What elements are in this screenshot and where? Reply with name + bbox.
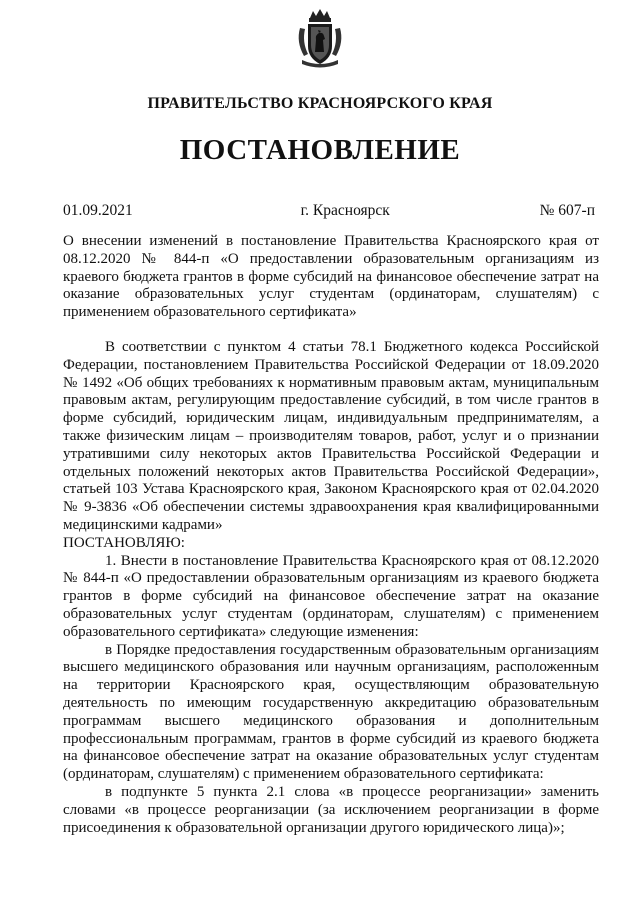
- item-1-b-paragraph: в подпункте 5 пункта 2.1 слова «в процессе реорганизации» заменить словами «в процессе реорганизации (за исключением реорганизации в форме присоединения к образовательной организации другого юридического лица)»;: [63, 783, 599, 836]
- document-subject: О внесении изменений в постановление Правительства Красноярского края от 08.12.2020 № 844-п «О предоставлении образовательным организациям из краевого бюджета грантов в форме субсидий на финансовое обеспечение затрат на оказание образовательных услуг студентам (ординаторам, слушателям) с применением образовательного сертификата»: [63, 233, 599, 321]
- document-city: г. Красноярск: [300, 202, 390, 219]
- item-1-a-paragraph: в Порядке предоставления государственным образовательным организациям высшего медицинского образования или научным организациям, расположенным на территории Красноярского края, осуществляющим образовательную деятельность по имеющим государственную аккредитацию образовательным программам высшего медицинского образования и дополнительным профессиональным программам, грантов в форме субсидий из краевого бюджета на финансовое обеспечение затрат на оказание образовательных услуг студентам (ординаторам, слушателям) с применением образовательного сертификата:: [63, 641, 599, 783]
- coat-of-arms-icon: [296, 8, 344, 70]
- preamble-paragraph: В соответствии с пунктом 4 статьи 78.1 Бюджетного кодекса Российской Федерации, постановлением Правительства Российской Федерации от 18.09.2020 № 1492 «Об общих требованиях к нормативным правовым актам, муниципальным правовым актам, регулирующим предоставление субсидий, в том числе грантов в форме субсидий, юридическим лицам, индивидуальным предпринимателям, а также физическим лицам – производителям товаров, работ, услуг и о признании утратившими силу некоторых актов Правительства Российской Федерации и отдельных положений некоторых актов Правительства Российской Федерации», статьей 103 Устава Красноярского края, Законом Красноярского края от 02.04.2020 № 9-3836 «Об обеспечении системы здравоохранения края квалифицированными медицинскими кадрами»: [63, 339, 599, 533]
- document-number: № 607-п: [539, 202, 595, 219]
- decree-word: ПОСТАНОВЛЯЮ:: [63, 534, 185, 551]
- document-body: [63, 339, 599, 837]
- document-date: 01.09.2021: [63, 202, 133, 219]
- item-1-paragraph: 1. Внести в постановление Правительства Красноярского края от 08.12.2020 № 844-п «О предоставлении образовательным организациям из краевого бюджета грантов в форме субсидий на финансовое обеспечение затрат на оказание образовательных услуг студентам (ординаторам, слушателям) с применением образовательного сертификата» следующие изменения:: [63, 552, 599, 640]
- government-title: ПРАВИТЕЛЬСТВО КРАСНОЯРСКОГО КРАЯ: [147, 95, 493, 112]
- document-type-title: ПОСТАНОВЛЕНИЕ: [179, 134, 461, 166]
- document-meta: [63, 202, 595, 220]
